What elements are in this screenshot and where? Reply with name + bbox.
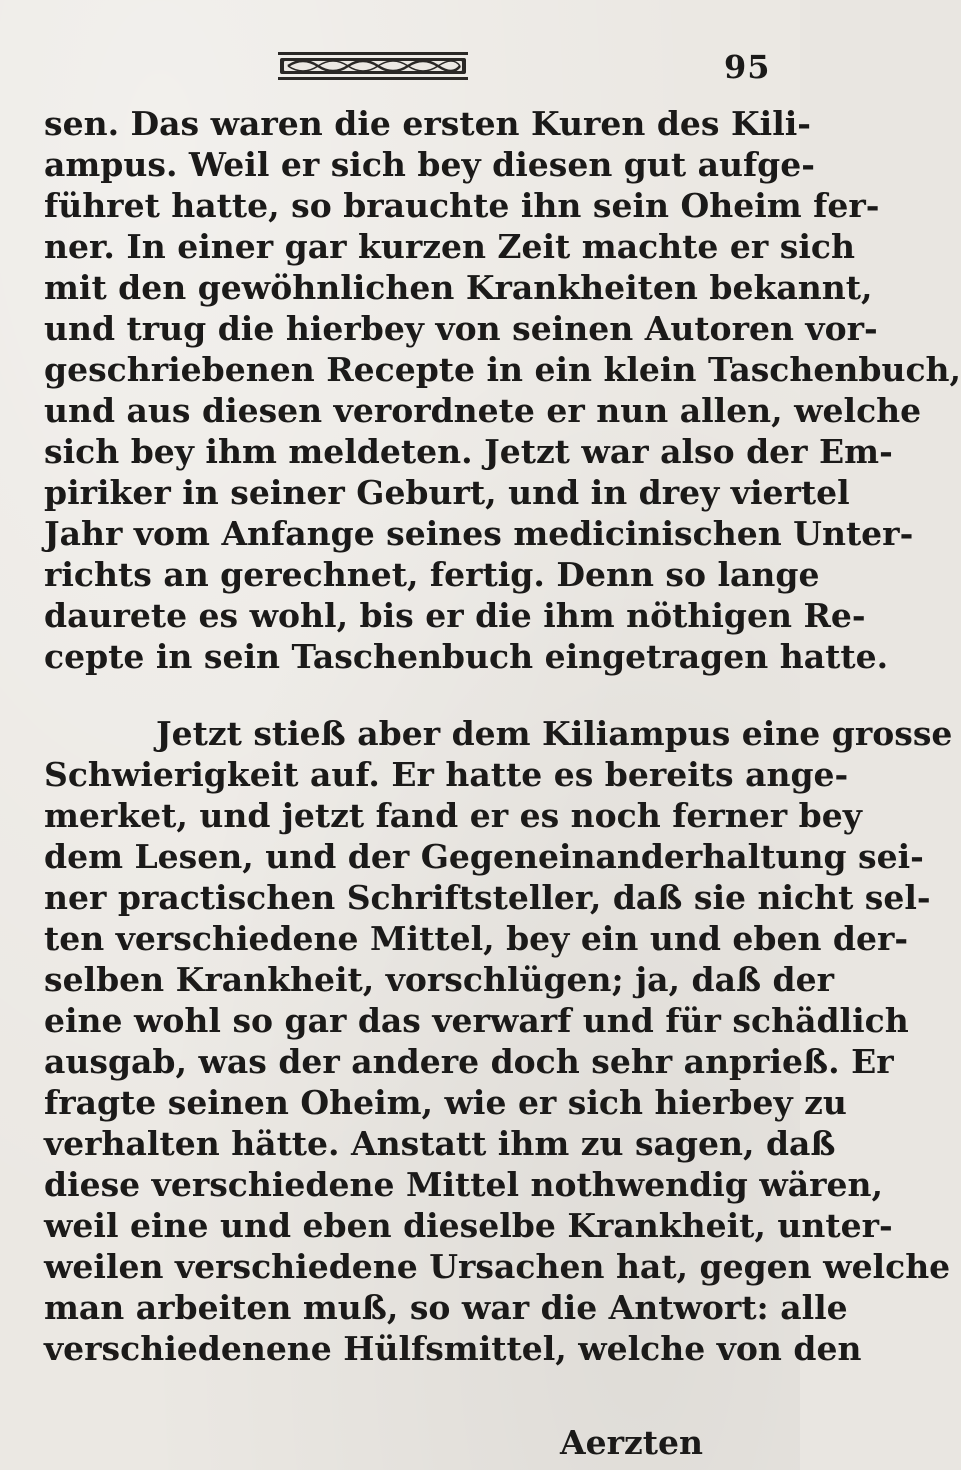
- text-line: man arbeiten muß, so war die Antwort: alle: [44, 1288, 848, 1327]
- text-line: eine wohl so gar das verwarf und für schädlich: [44, 1001, 909, 1040]
- text-line: piriker in seiner Geburt, und in drey viertel: [44, 473, 850, 512]
- text-line: Schwierigkeit auf. Er hatte es bereits ange‑: [44, 755, 849, 794]
- text-line: sich bey ihm meldeten. Jetzt war also der Em‑: [44, 432, 893, 471]
- paragraph-gap: [44, 677, 744, 713]
- text-line: diese verschiedene Mittel nothwendig wären,: [44, 1165, 884, 1204]
- text-line: ausgab, was der andere doch sehr anprieß. Er: [44, 1042, 894, 1081]
- text-line: dem Lesen, und der Gegeneinanderhaltung sei‑: [44, 837, 924, 876]
- page-number: 95: [724, 48, 771, 86]
- body-text: [44, 103, 961, 1369]
- text-line: und aus diesen verordnete er nun allen, welche: [44, 391, 922, 430]
- text-line: weilen verschiedene Ursachen hat, gegen welche: [44, 1247, 951, 1286]
- text-line: sen. Das waren die ersten Kuren des Kili‑: [44, 104, 811, 143]
- text-line: merket, und jetzt fand er es noch ferner bey: [44, 796, 862, 835]
- text-line: selben Krankheit, vorschlügen; ja, daß der: [44, 960, 834, 999]
- text-line: Jetzt stieß aber dem Kiliampus eine grosse: [156, 714, 953, 753]
- text-line: verschiedenene Hülfsmittel, welche von den: [44, 1329, 862, 1368]
- text-line: Jahr vom Anfange seines medicinischen Unter‑: [44, 514, 914, 553]
- text-line: cepte in sein Taschenbuch eingetragen hatte.: [44, 637, 889, 676]
- text-line: fragte seinen Oheim, wie er sich hierbey zu: [44, 1083, 847, 1122]
- text-line: daurete es wohl, bis er die ihm nöthigen Re‑: [44, 596, 866, 635]
- header-ornament: [278, 48, 468, 84]
- text-line: verhalten hätte. Anstatt ihm zu sagen, daß: [44, 1124, 836, 1163]
- text-line: richts an gerechnet, fertig. Denn so lange: [44, 555, 820, 594]
- paragraph-2: [44, 713, 953, 1369]
- text-line: mit den gewöhnlichen Krankheiten bekannt,: [44, 268, 873, 307]
- catchword: Aerzten: [560, 1423, 703, 1462]
- text-line: ampus. Weil er sich bey diesen gut aufge‑: [44, 145, 815, 184]
- text-line: ner practischen Schriftsteller, daß sie nicht sel‑: [44, 878, 931, 917]
- text-line: geschriebenen Recepte in ein klein Taschenbuch,: [44, 350, 961, 389]
- text-line: führet hatte, so brauchte ihn sein Oheim fer‑: [44, 186, 880, 225]
- text-line: und trug die hierbey von seinen Autoren vor‑: [44, 309, 878, 348]
- text-line: ner. In einer gar kurzen Zeit machte er sich: [44, 227, 855, 266]
- text-line: ten verschiedene Mittel, bey ein und eben der‑: [44, 919, 909, 958]
- text-line: weil eine und eben dieselbe Krankheit, unter‑: [44, 1206, 893, 1245]
- paragraph-1: [44, 103, 961, 677]
